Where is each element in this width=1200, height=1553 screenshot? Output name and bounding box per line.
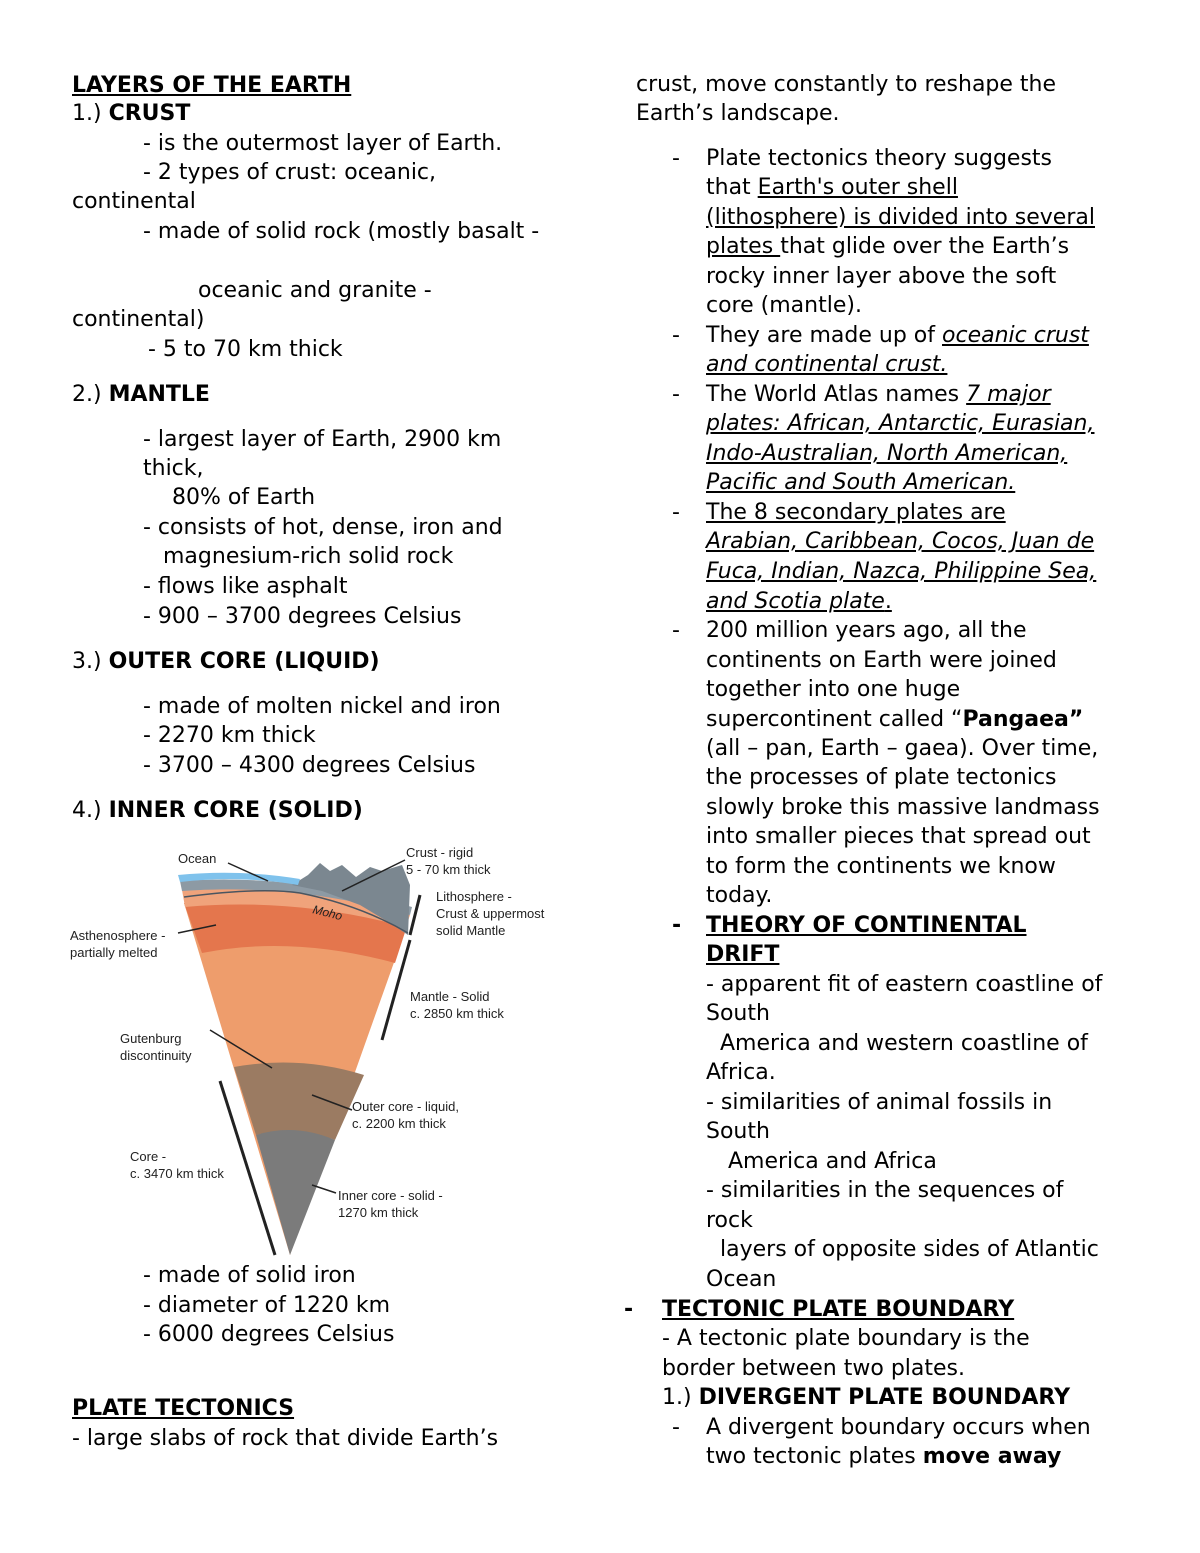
- plate-boundary-heading: TECTONIC PLATE BOUNDARY: [662, 1297, 1015, 1322]
- crust-line: - 2 types of crust: oceanic,: [143, 160, 437, 185]
- gut-label-2: discontinuity: [120, 1048, 192, 1063]
- crust-label-1: Crust - rigid: [406, 845, 474, 860]
- mantle-line: - largest layer of Earth, 2900 km: [143, 427, 502, 452]
- crust-label-2: 5 - 70 km thick: [406, 862, 491, 877]
- b5-line: to form the continents we know: [706, 854, 1056, 879]
- b5-line: (all – pan, Earth – gaea). Over time,: [706, 736, 1099, 761]
- crust-num: 1.): [72, 101, 109, 126]
- b8-emph: move away: [922, 1444, 1062, 1469]
- b3-text: The World Atlas names: [706, 382, 967, 407]
- b1-line: [706, 174, 958, 202]
- b1-line: rocky inner layer above the soft: [706, 264, 1057, 289]
- core-label-2: c. 3470 km thick: [130, 1166, 224, 1181]
- b6-line: South: [706, 1119, 770, 1144]
- inner-label-1: Inner core - solid -: [338, 1188, 443, 1203]
- b6-line: - similarities of animal fossils in: [706, 1090, 1053, 1115]
- bullet-dash: -: [672, 1415, 680, 1440]
- b6-line: Africa.: [706, 1060, 776, 1085]
- b1-underlined: Earth's outer shell: [757, 175, 958, 200]
- b3-line: Pacific and South American.: [706, 470, 1016, 495]
- outer-core-heading: [72, 648, 380, 676]
- crust-line: oceanic and granite -: [198, 278, 432, 303]
- b3-line: [706, 381, 1051, 409]
- divergent-num: 1.): [662, 1385, 699, 1410]
- b1-line: (lithosphere) is divided into several: [706, 205, 1095, 230]
- b5-line: [706, 706, 1083, 734]
- b3-line: Indo-Australian, North American,: [706, 441, 1068, 466]
- continental-drift-heading: DRIFT: [706, 942, 780, 967]
- outer-line: - 2270 km thick: [143, 723, 316, 748]
- b3-emph: 7 major: [966, 382, 1051, 407]
- mantle-line: - flows like asphalt: [143, 574, 348, 599]
- inner-title: INNER CORE (SOLID): [108, 798, 363, 823]
- page-title: LAYERS OF THE EARTH: [72, 73, 352, 98]
- mantle-line: thick,: [143, 456, 204, 481]
- crust-line: continental: [72, 189, 196, 214]
- b6-line: layers of opposite sides of Atlantic: [720, 1237, 1099, 1262]
- b5-line: slowly broke this massive landmass: [706, 795, 1100, 820]
- b1-text: that glide over the Earth’s: [780, 234, 1070, 259]
- bullet-dash: -: [672, 323, 680, 348]
- b4-line: [706, 588, 892, 616]
- mantle-num: 2.): [72, 382, 109, 407]
- outer-num: 3.): [72, 649, 109, 674]
- b6-line: America and western coastline of: [720, 1031, 1088, 1056]
- outer-title: OUTER CORE (LIQUID): [108, 649, 380, 674]
- b5-text: supercontinent called “: [706, 707, 963, 732]
- core-label-1: Core -: [130, 1149, 167, 1164]
- lithosphere-bar: [410, 895, 420, 935]
- asth-label-1: Asthenosphere -: [70, 928, 166, 943]
- b7-line: - A tectonic plate boundary is the: [662, 1326, 1030, 1351]
- right-line: Earth’s landscape.: [636, 101, 840, 126]
- b4-text: .: [884, 589, 892, 614]
- outer-label-2: c. 2200 km thick: [352, 1116, 446, 1131]
- crust-heading: [72, 100, 190, 128]
- b2-line: [706, 322, 1089, 350]
- b5-line: 200 million years ago, all the: [706, 618, 1027, 643]
- b6-line: rock: [706, 1208, 753, 1233]
- b2-text: They are made up of: [706, 323, 943, 348]
- mantle-line: - 900 – 3700 degrees Celsius: [143, 604, 462, 629]
- mantle-line: 80% of Earth: [172, 485, 316, 510]
- gut-label-1: Gutenburg: [120, 1031, 182, 1046]
- crust-line: - made of solid rock (mostly basalt -: [143, 219, 540, 244]
- lith-label-1: Lithosphere -: [436, 889, 512, 904]
- earth-layers-diagram: [60, 835, 580, 1265]
- outer-line: - made of molten nickel and iron: [143, 694, 501, 719]
- b6-line: Ocean: [706, 1267, 777, 1292]
- crust-title: CRUST: [108, 101, 191, 126]
- b8-text: two tectonic plates: [706, 1444, 923, 1469]
- bullet-dash: -: [624, 1297, 634, 1322]
- mantle-heading: [72, 381, 210, 409]
- b6-line: America and Africa: [728, 1149, 937, 1174]
- bullet-dash: -: [672, 382, 680, 407]
- b6-line: South: [706, 1001, 770, 1026]
- mantle-label-2: c. 2850 km thick: [410, 1006, 504, 1021]
- ocean-label: Ocean: [178, 851, 217, 866]
- b5-line: continents on Earth were joined: [706, 648, 1057, 673]
- b4-line: Fuca, Indian, Nazca, Philippine Sea,: [706, 559, 1097, 584]
- inner-label-2: 1270 km thick: [338, 1205, 419, 1220]
- lith-label-3: solid Mantle: [436, 923, 506, 938]
- inner-line: - made of solid iron: [143, 1263, 356, 1288]
- inner-line: - diameter of 1220 km: [143, 1293, 391, 1318]
- b1-line: [706, 233, 1069, 261]
- inner-core-heading: [72, 797, 363, 825]
- pangaea-term: Pangaea”: [962, 707, 1084, 732]
- bullet-dash: -: [672, 146, 680, 171]
- lith-label-2: Crust & uppermost: [436, 906, 545, 921]
- b5-line: today.: [706, 883, 773, 908]
- crust-line: - is the outermost layer of Earth.: [143, 131, 503, 156]
- b6-line: - similarities in the sequences of: [706, 1178, 1064, 1203]
- continental-drift-heading: THEORY OF CONTINENTAL: [706, 913, 1027, 938]
- b5-line: together into one huge: [706, 677, 961, 702]
- b1-text: that: [706, 175, 758, 200]
- b1-line: core (mantle).: [706, 293, 862, 318]
- outer-label-1: Outer core - liquid,: [352, 1099, 459, 1114]
- b5-line: the processes of plate tectonics: [706, 765, 1057, 790]
- bullet-dash: -: [672, 913, 682, 938]
- b7-line: border between two plates.: [662, 1356, 965, 1381]
- crust-line: continental): [72, 307, 205, 332]
- divergent-title: DIVERGENT PLATE BOUNDARY: [698, 1385, 1071, 1410]
- mantle-label-1: Mantle - Solid: [410, 989, 490, 1004]
- mantle-line: magnesium-rich solid rock: [163, 544, 454, 569]
- crust-line: - 5 to 70 km thick: [148, 337, 343, 362]
- b8-line: [706, 1443, 1061, 1471]
- bullet-dash: -: [672, 500, 680, 525]
- b2-emph: oceanic crust: [942, 323, 1089, 348]
- bullet-dash: -: [672, 618, 680, 643]
- b2-line: and continental crust.: [706, 352, 948, 377]
- b4-line: The 8 secondary plates are: [706, 500, 1006, 525]
- mantle-line: - consists of hot, dense, iron and: [143, 515, 503, 540]
- b1-line: Plate tectonics theory suggests: [706, 146, 1053, 171]
- right-line: crust, move constantly to reshape the: [636, 72, 1057, 97]
- b5-line: into smaller pieces that spread out: [706, 824, 1091, 849]
- b6-line: - apparent fit of eastern coastline of: [706, 972, 1103, 997]
- inner-num: 4.): [72, 798, 109, 823]
- asth-label-2: partially melted: [70, 945, 158, 960]
- outer-line: - 3700 – 4300 degrees Celsius: [143, 753, 476, 778]
- divergent-heading: [662, 1384, 1070, 1412]
- b1-underlined: plates: [706, 234, 781, 259]
- b4-emph: and Scotia plate: [706, 589, 885, 614]
- b3-line: plates: African, Antarctic, Eurasian,: [706, 411, 1095, 436]
- moho-label: Moho: [311, 902, 344, 924]
- mantle-title: MANTLE: [108, 382, 210, 407]
- plate-tectonics-heading: PLATE TECTONICS: [72, 1396, 295, 1421]
- inner-line: - 6000 degrees Celsius: [143, 1322, 395, 1347]
- plate-line: - large slabs of rock that divide Earth’s: [72, 1426, 499, 1451]
- b8-line: A divergent boundary occurs when: [706, 1415, 1091, 1440]
- b4-line: Arabian, Caribbean, Cocos, Juan de: [706, 529, 1095, 554]
